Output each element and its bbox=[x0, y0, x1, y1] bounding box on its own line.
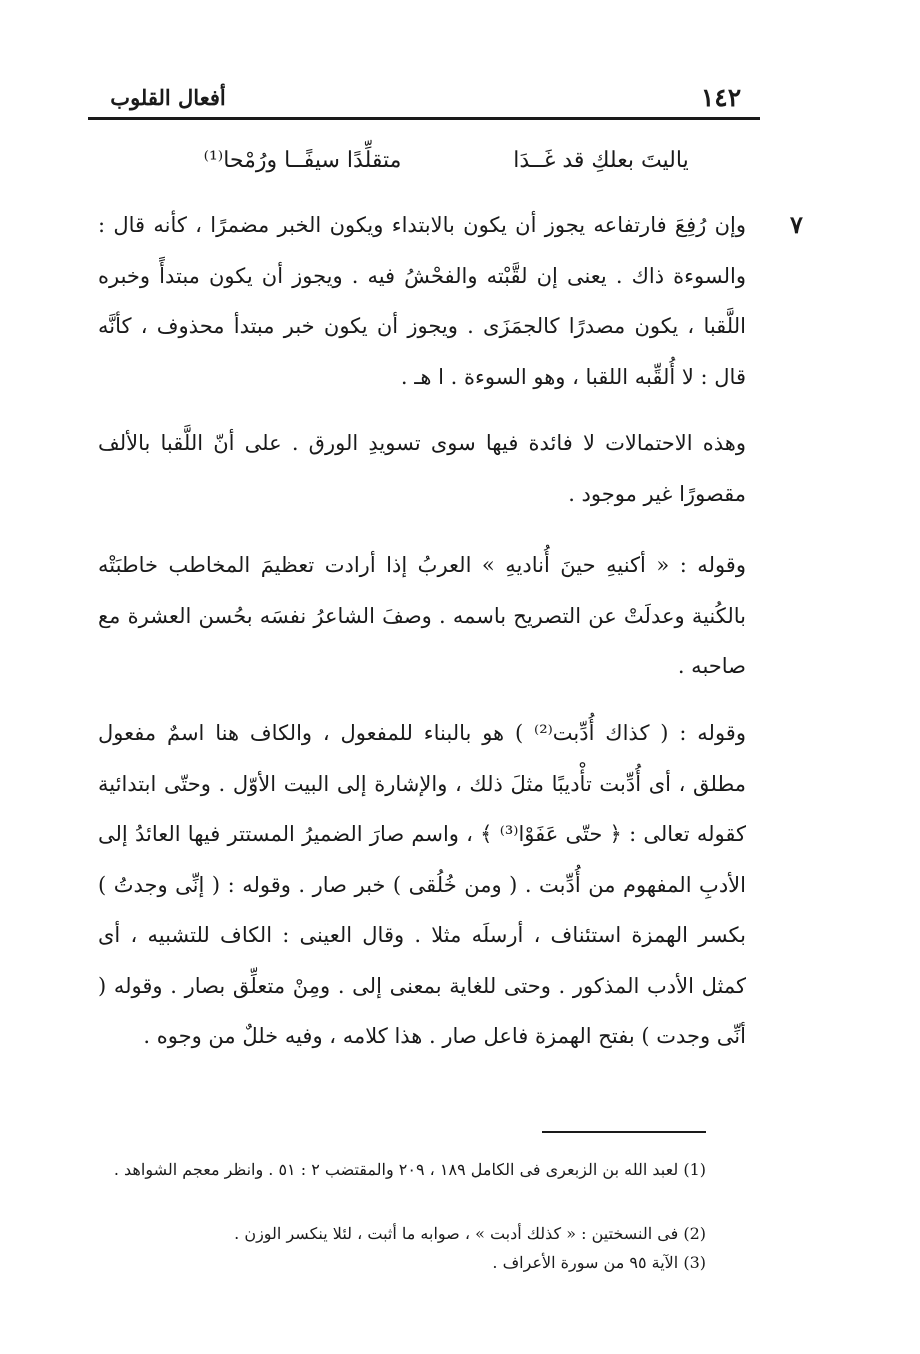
footnote-2: (2) فى النسختين : « كذلك أدبت » ، صوابه ما أثبت ، لئلا ينكسر الوزن . bbox=[234, 1224, 706, 1243]
footnote-1: (1) لعبد الله بن الزبعرى فى الكامل ١٨٩ ، ٢٠٩ والمقتضب ٢ : ٥١ . وانظر معجم الشواهد . bbox=[113, 1160, 706, 1179]
footnote-separator bbox=[542, 1131, 706, 1133]
paragraph-udibtu: وقوله : ( كذاك أُدِّبت⁽²⁾ ) هو بالبناء للمفعول ، والكاف هنا اسمٌ مفعول مطلق ، أى أُدِّبت تأْديبًا مثلَ ذلك ، والإشارة إلى البيت الأوّل . وحتّى ابتدائية كقوله تعالى : ﴿ حتّى عَفَوْا⁽³⁾ ﴾ ، واسم صارَ الضميرُ المستتر فيها العائدُ إلى الأدبِ المفهوم من أُدِّبت . ( ومن خُلُقى ) خبر صار . وقوله : ( إنِّى وجدتُ ) بكسر الهمزة استئناف ، أرسلَه مثلا . وقال العينى : الكاف للتشبيه ، أى كمثل الأدب المذكور . وحتى للغاية بمعنى إلى . ومِنْ متعلِّق بصار . وقوله ( أنِّى وجدت ) بفتح الهمزة فاعل صار . هذا كلامه ، وفيه خللٌ من وجوه . bbox=[98, 721, 746, 1048]
verse-hemistich-second: متقلِّدًا سيفًــا ورُمْحا⁽¹⁾ bbox=[203, 148, 402, 173]
paragraph-grammatical-analysis: وإن رُفِعَ فارتفاعه يجوز أن يكون بالابتداء ويكون الخبر مضمرًا ، كأنه قال : والسوءة ذاك . يعنى إن لقَّبْته والفحْشُ فيه . ويجوز أن يكون مبتدأً وخبره اللَّقبا ، يكون مصدرًا كالجمَزَى . ويجوز أن يكون خبر مبتدأ محذوف ، كأنَّه قال : لا أُلقِّبه اللقبا ، وهو السوءة . ا هـ . bbox=[98, 213, 746, 389]
header-rule bbox=[88, 117, 760, 120]
line-number-marker: ٧ bbox=[790, 210, 803, 239]
verse-hemistich-first: ياليتَ بعلكِ قد غَــدَا bbox=[513, 148, 689, 173]
paragraph-possibilities: وهذه الاحتمالات لا فائدة فيها سوى تسويدِ الورق . على أنّ اللَّقبا بالألف مقصورًا غير موجود . bbox=[98, 431, 746, 506]
footnote-3: (3) الآية ٩٥ من سورة الأعراف . bbox=[492, 1253, 706, 1272]
running-header-title: أفعال القلوب bbox=[110, 85, 226, 110]
paragraph-kunya: وقوله : « أكنيهِ حينَ أُناديهِ » العربُ إذا أرادت تعظيمَ المخاطب خاطبَتْه بالكُنية وعدلَتْ عن التصريح باسمه . وصفَ الشاعرُ نفسَه بحُسن العشرة مع صاحبه . bbox=[98, 553, 746, 678]
page-number: ١٤٢ bbox=[700, 83, 742, 112]
